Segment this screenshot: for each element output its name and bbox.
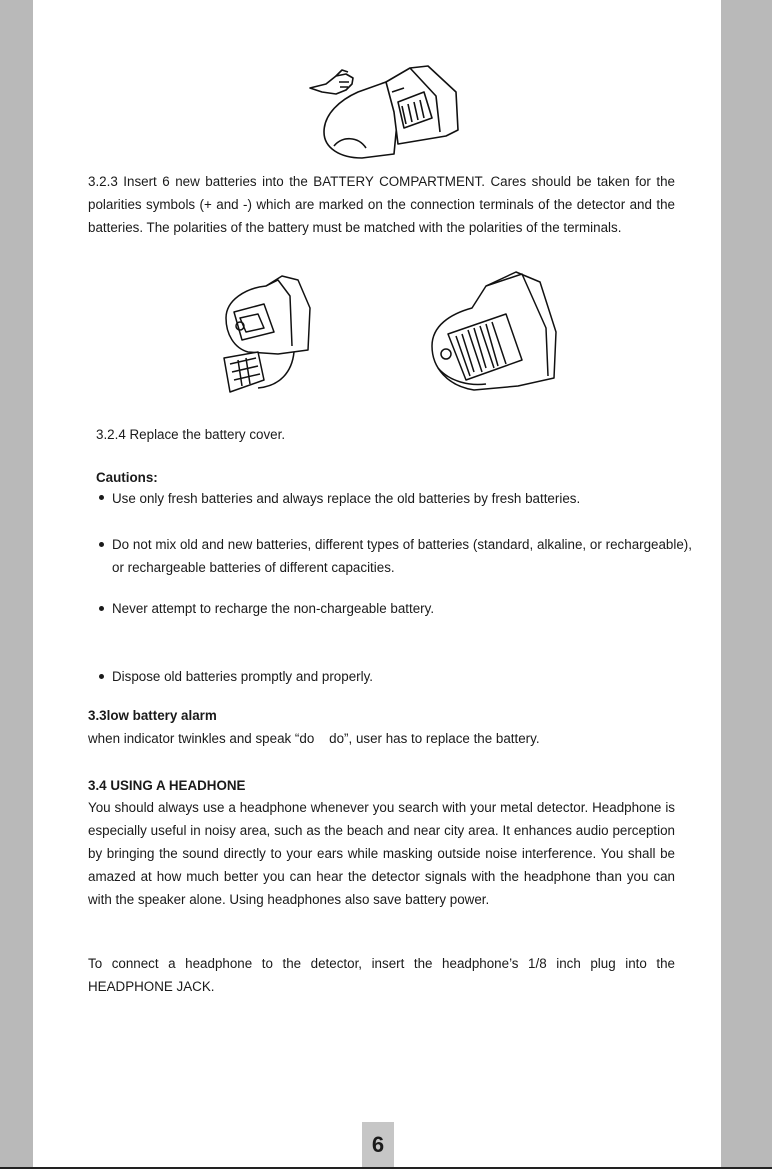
page-number-label: 6: [371, 1131, 385, 1157]
caution-item: Use only fresh batteries and always replace the old batteries by fresh batteries.: [112, 491, 581, 506]
batteries-installed-illustration: [426, 268, 560, 398]
section-3-3-text: when indicator twinkles and speak “do do”, user has to replace the battery.: [88, 731, 540, 746]
battery-cover-press-illustration: [306, 62, 476, 162]
section-3-4-heading: 3.4 USING A HEADHONE: [88, 778, 246, 793]
section-3-2-4-text: 3.2.4 Replace the battery cover.: [96, 427, 286, 442]
section-3-4-paragraph-2: To connect a headphone to the detector, insert the headphone’s 1/8 inch plug into the HEADPHONE JACK.: [88, 956, 675, 994]
caution-item: Dispose old batteries promptly and properly.: [112, 669, 373, 684]
bullet-icon: [99, 542, 104, 547]
battery-holder-removed-illustration: [218, 268, 318, 400]
caution-item: Do not mix old and new batteries, different types of batteries (standard, alkaline, or rechargeable), or rechargeable batteries of different capacities.: [112, 537, 692, 575]
section-3-4-paragraph-1: You should always use a headphone whenever you search with your metal detector. Headphone is especially useful in noisy area, such as the beach and near city area. It enhances audio perception by bringing the sound directly to your ears while masking outside noise interference. You shall be amazed at how much better you can hear the detector signals with the headphone than you can with the speaker alone. Using headphones also save battery power.: [88, 800, 675, 907]
section-3-2-3-text: 3.2.3 Insert 6 new batteries into the BATTERY COMPARTMENT. Cares should be taken for the polarities symbols (+ and -) which are marked on the connection terminals of the detector and the batteries. The polarities of the battery must be matched with the polarities of the terminals.: [88, 174, 675, 235]
bullet-icon: [99, 495, 104, 500]
bullet-icon: [99, 606, 104, 611]
bullet-icon: [99, 674, 104, 679]
section-3-3-heading: 3.3low battery alarm: [88, 708, 217, 723]
caution-item: Never attempt to recharge the non-chargeable battery.: [112, 601, 435, 616]
page-number: [362, 1122, 394, 1167]
cautions-heading: Cautions:: [96, 470, 158, 485]
